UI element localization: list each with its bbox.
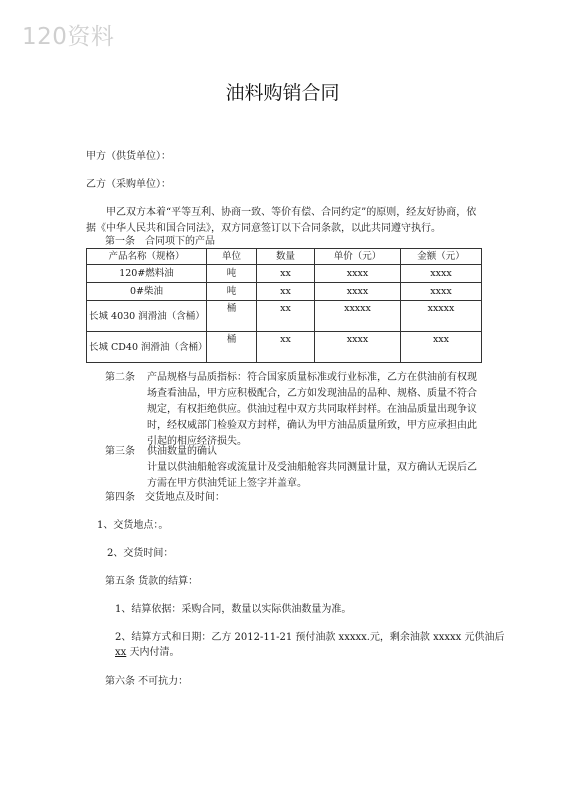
- article-2-text: 产品规格与品质指标：符合国家质量标准或行业标准，乙方在供油前有权现场查看油品，甲方应积极配合，乙方如发现油品的品种、规格、质量不符合规定，有权拒绝供应。供油过程中双方共同取样封样。在油品质量出现争议时，经权威部门检验双方封样，确认为甲方油品质量所致，甲方应承担由此引起的相应经济损失。: [147, 372, 477, 447]
- cell-unit: 吨: [207, 283, 257, 301]
- settlement-method: [115, 630, 505, 645]
- product-table: [86, 248, 482, 363]
- cell-unit: 桶: [207, 301, 257, 332]
- table-row: [87, 332, 482, 363]
- settlement-basis: 1、结算依据：采购合同，数量以实际供油数量为准。: [115, 604, 352, 615]
- article-3-number: 第三条: [105, 446, 135, 457]
- article-5-heading: 第五条 货款的结算：: [105, 576, 199, 587]
- page-title: 油料购销合同: [225, 82, 340, 104]
- settlement-days-suffix: 天内付清。: [126, 647, 180, 658]
- delivery-place: 1、交货地点：。: [97, 520, 169, 531]
- cell-amount: xxxx: [401, 265, 482, 283]
- cell-price: xxxxx: [315, 301, 401, 332]
- watermark: 120资料: [22, 24, 115, 50]
- article-4-heading: 第四条 交货地点及时间：: [105, 492, 225, 503]
- col-header-qty: 数量: [257, 249, 315, 265]
- cell-name: 长城 4030 润滑油（含桶）: [87, 301, 207, 332]
- article-1-heading: 第一条 合同项下的产品: [105, 236, 215, 247]
- cell-amount: xxxxx: [401, 301, 482, 332]
- party-a-label: 甲方（供货单位）：: [86, 151, 171, 162]
- cell-qty: xx: [257, 265, 315, 283]
- article-3-heading: 供油数量的确认: [147, 446, 217, 457]
- table-row: [87, 265, 482, 283]
- cell-qty: xx: [257, 301, 315, 332]
- col-header-name: 产品名称（规格）: [87, 249, 207, 265]
- cell-amount: xxx: [401, 332, 482, 363]
- party-b-label: 乙方（采购单位）：: [86, 179, 171, 190]
- cell-name: 长城 CD40 润滑油（含桶）: [87, 332, 207, 363]
- intro-paragraph: 甲乙双方本着“平等互利、协商一致、等价有偿、合同约定”的原则，经友好协商，依据《中华人民共和国合同法》，双方同意签订以下合同条款，以此共同遵守执行。: [86, 207, 477, 234]
- article-3-text: 计量以供油船舱容或流量计及受油船舱容共同测量计量，双方确认无误后乙方需在甲方供油凭证上签字并盖章。: [147, 462, 477, 489]
- table-row: [87, 301, 482, 332]
- cell-amount: xxxx: [401, 283, 482, 301]
- settlement-method-text: 2、结算方式和日期：乙方 2012-11-21 预付油款 xxxxx.元，剩余油款 xxxxx 元供油后: [115, 632, 505, 643]
- col-header-price: 单价（元）: [315, 249, 401, 265]
- article-6-heading: 第六条 不可抗力：: [105, 676, 189, 687]
- table-row: [87, 283, 482, 301]
- cell-unit: 吨: [207, 265, 257, 283]
- cell-price: xxxx: [315, 283, 401, 301]
- cell-unit: 桶: [207, 332, 257, 363]
- cell-qty: xx: [257, 283, 315, 301]
- delivery-time: 2、交货时间：: [107, 548, 174, 559]
- article-2-number: 第二条: [105, 372, 135, 383]
- cell-price: xxxx: [315, 265, 401, 283]
- table-header-row: [87, 249, 482, 265]
- settlement-days: xx: [115, 647, 127, 658]
- settlement-method-cont: [115, 645, 179, 660]
- cell-name: 0#柴油: [87, 283, 207, 301]
- col-header-amount: 金额（元）: [401, 249, 482, 265]
- cell-name: 120#燃料油: [87, 265, 207, 283]
- col-header-unit: 单位: [207, 249, 257, 265]
- cell-price: xxxx: [315, 332, 401, 363]
- cell-qty: xx: [257, 332, 315, 363]
